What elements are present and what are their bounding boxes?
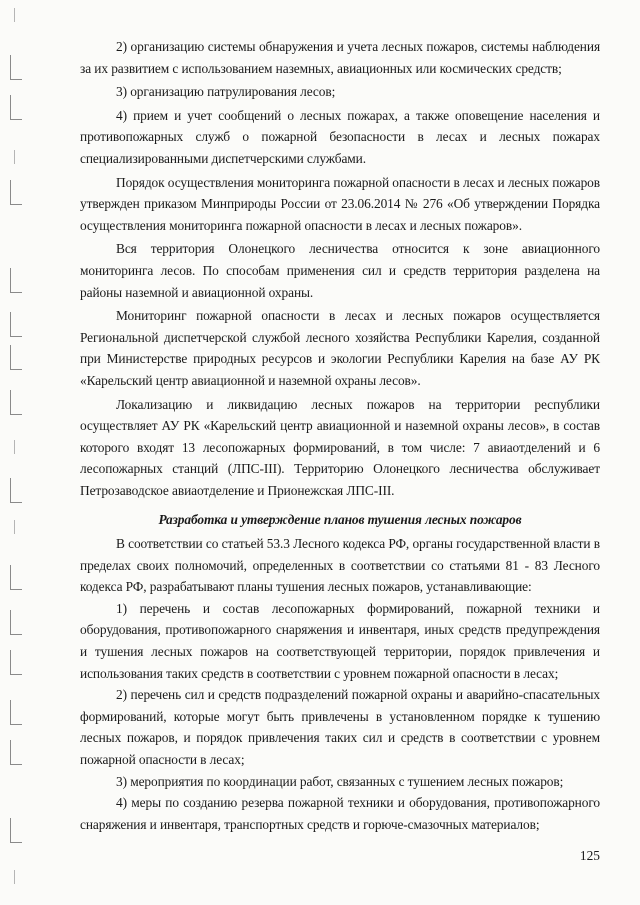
paragraph: 3) организацию патрулирования лесов;: [116, 84, 336, 100]
binding-mark: [10, 390, 22, 415]
binding-mark: [10, 700, 22, 725]
binding-tick: [14, 440, 15, 454]
binding-mark: [10, 180, 22, 205]
paragraph: 2) перечень сил и средств подразделений пожарной охраны и аварийно-спасательных формирований, которые могут быть привлечены в установленном порядке к тушению лесных пожаров, и порядок привлечения таких сил и средств в соответствии с уровнем пожарной опасности в лесах;: [80, 687, 600, 767]
binding-tick: [14, 870, 15, 884]
binding-mark: [10, 312, 22, 337]
paragraph: 3) мероприятия по координации работ, связанных с тушением лесных пожаров;: [116, 773, 564, 789]
binding-mark: [10, 650, 22, 675]
binding-mark: [10, 740, 22, 765]
binding-mark: [10, 478, 22, 503]
binding-mark: [10, 345, 22, 370]
paragraph: Порядок осуществления мониторинга пожарной опасности в лесах и лесных пожаров утвержден приказом Минприроды России от 23.06.2014 № 276 «Об утверждении Порядка осуществления мониторинга пожарной опасности в лесах и лесных пожаров».: [80, 174, 600, 233]
binding-tick: [14, 520, 15, 534]
binding-tick: [14, 8, 15, 22]
paragraph: Локализацию и ликвидацию лесных пожаров на территории республики осуществляет АУ РК «Карельский центр авиационной и наземной охраны лесов», в состав которого входят 13 лесопожарных формирований, в том числе: 7 авиаотделений и 6 лесопожарных станций (ЛПС-III). Территорию Олонецкого лесничества обслуживает Петрозаводское авиаотделение и Прионежская ЛПС-III.: [80, 396, 600, 498]
binding-mark: [10, 565, 22, 590]
paragraph: 1) перечень и состав лесопожарных формирований, пожарной техники и оборудования, противопожарного снаряжения и инвентаря, иных средств предупреждения и тушения лесных пожаров на соответствующей территории, порядок привлечения и использования таких средств в соответствии с уровнем пожарной опасности в лесах;: [80, 600, 600, 681]
binding-mark: [10, 95, 22, 120]
binding-tick: [14, 150, 15, 164]
binding-mark: [10, 818, 22, 843]
document-body: [80, 36, 600, 835]
page-number: 125: [579, 848, 600, 863]
binding-mark: [10, 268, 22, 293]
section-heading: Разработка и утверждение планов тушения лесных пожаров: [158, 512, 522, 528]
binding-mark: [10, 610, 22, 635]
paragraph: В соответствии со статьей 53.3 Лесного кодекса РФ, органы государственной власти в пределах своих полномочий, определенных в соответствии со статьями 81 - 83 Лесного кодекса РФ, разрабатывают планы тушения лесных пожаров, устанавливающие:: [80, 536, 600, 595]
paragraph: 4) меры по созданию резерва пожарной техники и оборудования, противопожарного снаряжения и инвентаря, транспортных средств и горюче-смазочных материалов;: [80, 795, 600, 832]
binding-mark: [10, 55, 22, 80]
paragraph: 2) организацию системы обнаружения и учета лесных пожаров, системы наблюдения за их развитием с использованием наземных, авиационных или космических средств;: [80, 39, 600, 76]
paragraph: Мониторинг пожарной опасности в лесах и лесных пожаров осуществляется Региональной диспетчерской службой лесного хозяйства Республики Карелия, созданной при Министерстве природных ресурсов и экологии Республики Карелия на базе АУ РК «Карельский центр авиационной и наземной охраны лесов».: [80, 308, 600, 388]
binding-marks: [0, 0, 30, 905]
paragraph: Вся территория Олонецкого лесничества относится к зоне авиационного мониторинга лесов. По способам применения сил и средств территория разделена на районы наземной и авиационной охраны.: [80, 241, 600, 300]
paragraph: 4) прием и учет сообщений о лесных пожарах, а также оповещение населения и противопожарных служб о пожарной безопасности в лесах и лесных пожарах специализированными диспетчерскими службами.: [80, 107, 600, 166]
